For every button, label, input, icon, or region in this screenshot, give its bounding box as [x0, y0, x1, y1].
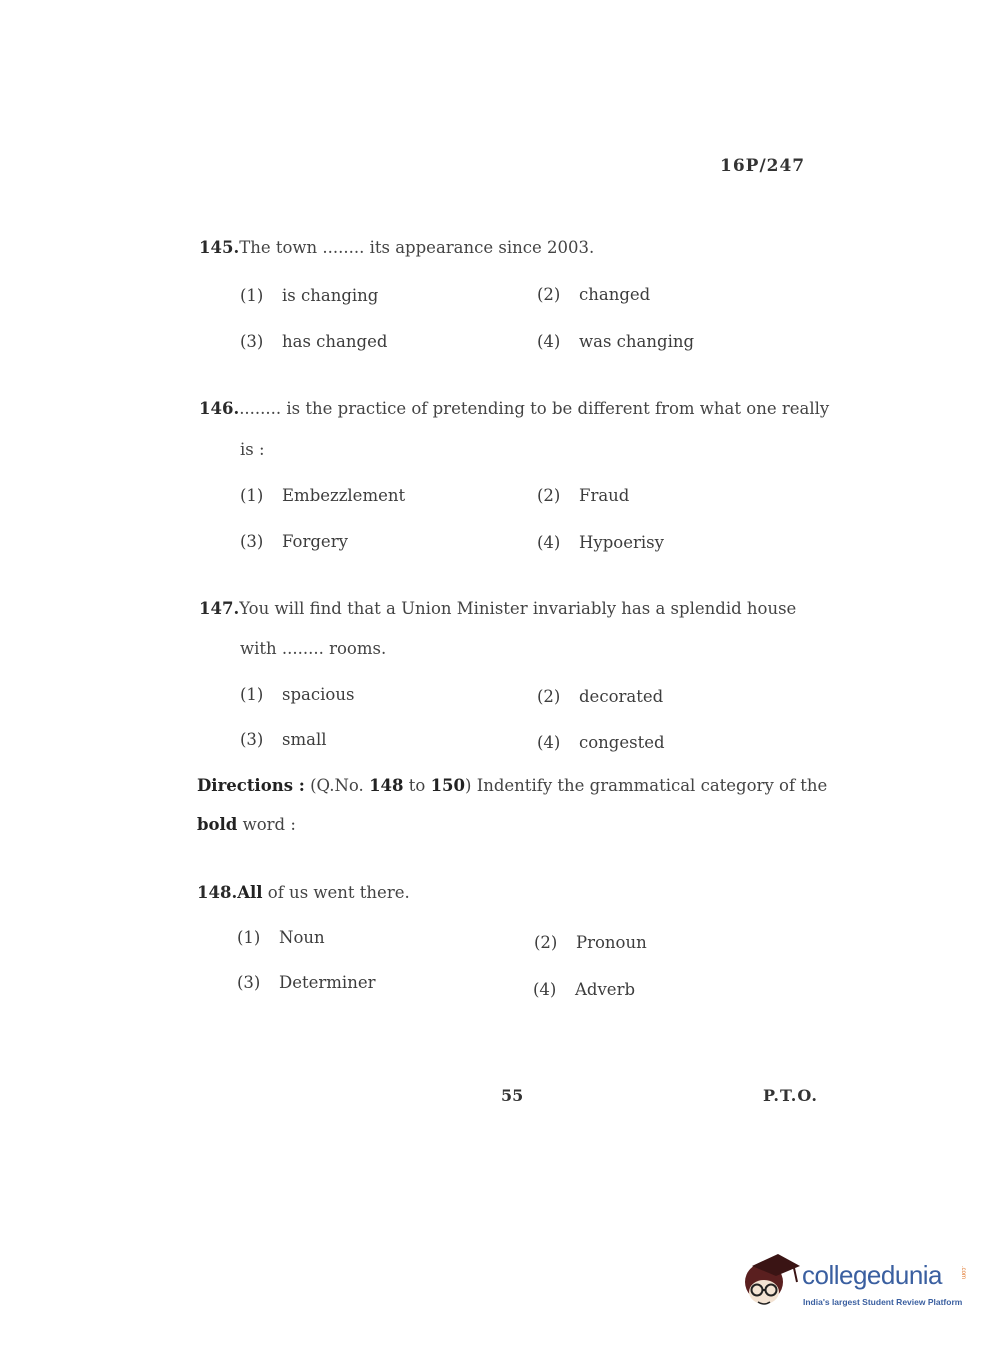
- option-text: Determiner: [279, 973, 376, 992]
- option-text: Noun: [279, 928, 325, 947]
- option-146-1: [240, 486, 405, 505]
- option-text: has changed: [282, 332, 388, 351]
- directions-line-1: [197, 776, 827, 795]
- option-146-2: [537, 486, 629, 505]
- option-148-4: [533, 980, 635, 999]
- option-number: (1): [240, 685, 264, 704]
- question-stem: of us went there.: [262, 883, 410, 902]
- option-148-2: [534, 933, 647, 952]
- directions-label: Directions :: [197, 776, 305, 795]
- directions-text-part2: ) Indentify the grammatical category of the: [465, 776, 828, 795]
- logo-tagline: India's largest Student Review Platform: [803, 1297, 963, 1307]
- option-text: Forgery: [282, 532, 348, 551]
- option-number: (2): [537, 285, 561, 304]
- option-text: small: [282, 730, 327, 749]
- option-number: (4): [537, 332, 561, 351]
- question-bold-word: All: [237, 883, 263, 902]
- option-text: congested: [579, 733, 665, 752]
- option-text: is changing: [282, 286, 379, 305]
- option-text: changed: [579, 285, 651, 304]
- option-text: decorated: [579, 687, 664, 706]
- option-146-4: [537, 533, 664, 552]
- option-number: (2): [537, 687, 561, 706]
- option-145-1: [240, 286, 378, 305]
- option-147-1: [240, 685, 354, 704]
- option-text: Hypoerisy: [579, 533, 664, 552]
- directions-line-2: [197, 815, 296, 834]
- option-146-3: [240, 532, 348, 551]
- option-number: (3): [240, 332, 264, 351]
- mascot-icon: [742, 1252, 802, 1318]
- logo-suffix: .com: [960, 1266, 966, 1280]
- option-147-4: [537, 733, 665, 752]
- option-text: Embezzlement: [282, 486, 406, 505]
- option-text: Adverb: [575, 980, 636, 999]
- question-number: 145.: [199, 238, 240, 257]
- question-number: 146.: [199, 399, 240, 418]
- question-stem: You will find that a Union Minister invariably has a splendid house: [239, 599, 797, 618]
- option-145-3: [240, 332, 387, 351]
- option-145-4: [537, 332, 694, 351]
- question-147-continuation: with ........ rooms.: [240, 639, 387, 658]
- directions-to: 150: [430, 776, 466, 795]
- question-145: [199, 238, 594, 257]
- directions-bold-word: bold: [197, 815, 238, 834]
- directions-text-part1: (Q.No.: [304, 776, 370, 795]
- question-stem: ........ is the practice of pretending to be different from what one really: [239, 399, 830, 418]
- logo-name: collegedunia: [802, 1260, 943, 1290]
- option-number: (4): [537, 733, 561, 752]
- directions-text-part3: word :: [237, 815, 296, 834]
- option-text: Fraud: [579, 486, 630, 505]
- question-stem: The town ........ its appearance since 2003.: [239, 238, 595, 257]
- option-text: spacious: [282, 685, 355, 704]
- option-number: (3): [237, 973, 261, 992]
- question-148: [197, 883, 410, 902]
- page-number: 55: [501, 1086, 524, 1105]
- option-number: (3): [240, 532, 264, 551]
- directions-to-word: to: [403, 776, 431, 795]
- option-147-3: [240, 730, 327, 749]
- option-number: (2): [534, 933, 558, 952]
- question-147: [199, 599, 796, 618]
- option-number: (1): [240, 486, 264, 505]
- option-number: (4): [533, 980, 557, 999]
- option-145-2: [537, 285, 650, 304]
- option-number: (3): [240, 730, 264, 749]
- option-number: (1): [240, 286, 264, 305]
- option-148-1: [237, 928, 325, 947]
- option-text: Pronoun: [576, 933, 647, 952]
- option-number: (4): [537, 533, 561, 552]
- paper-code: 16P/247: [720, 156, 806, 176]
- option-147-2: [537, 687, 663, 706]
- option-number: (2): [537, 486, 561, 505]
- option-number: (1): [237, 928, 261, 947]
- question-146-continuation: is :: [240, 440, 265, 459]
- option-text: was changing: [579, 332, 695, 351]
- question-number: 148.: [197, 883, 238, 902]
- question-number: 147.: [199, 599, 240, 618]
- option-148-3: [237, 973, 375, 992]
- question-146: [199, 399, 829, 418]
- directions-from: 148: [369, 776, 404, 795]
- collegedunia-logo[interactable]: [742, 1252, 972, 1318]
- pto-label: P.T.O.: [763, 1086, 818, 1105]
